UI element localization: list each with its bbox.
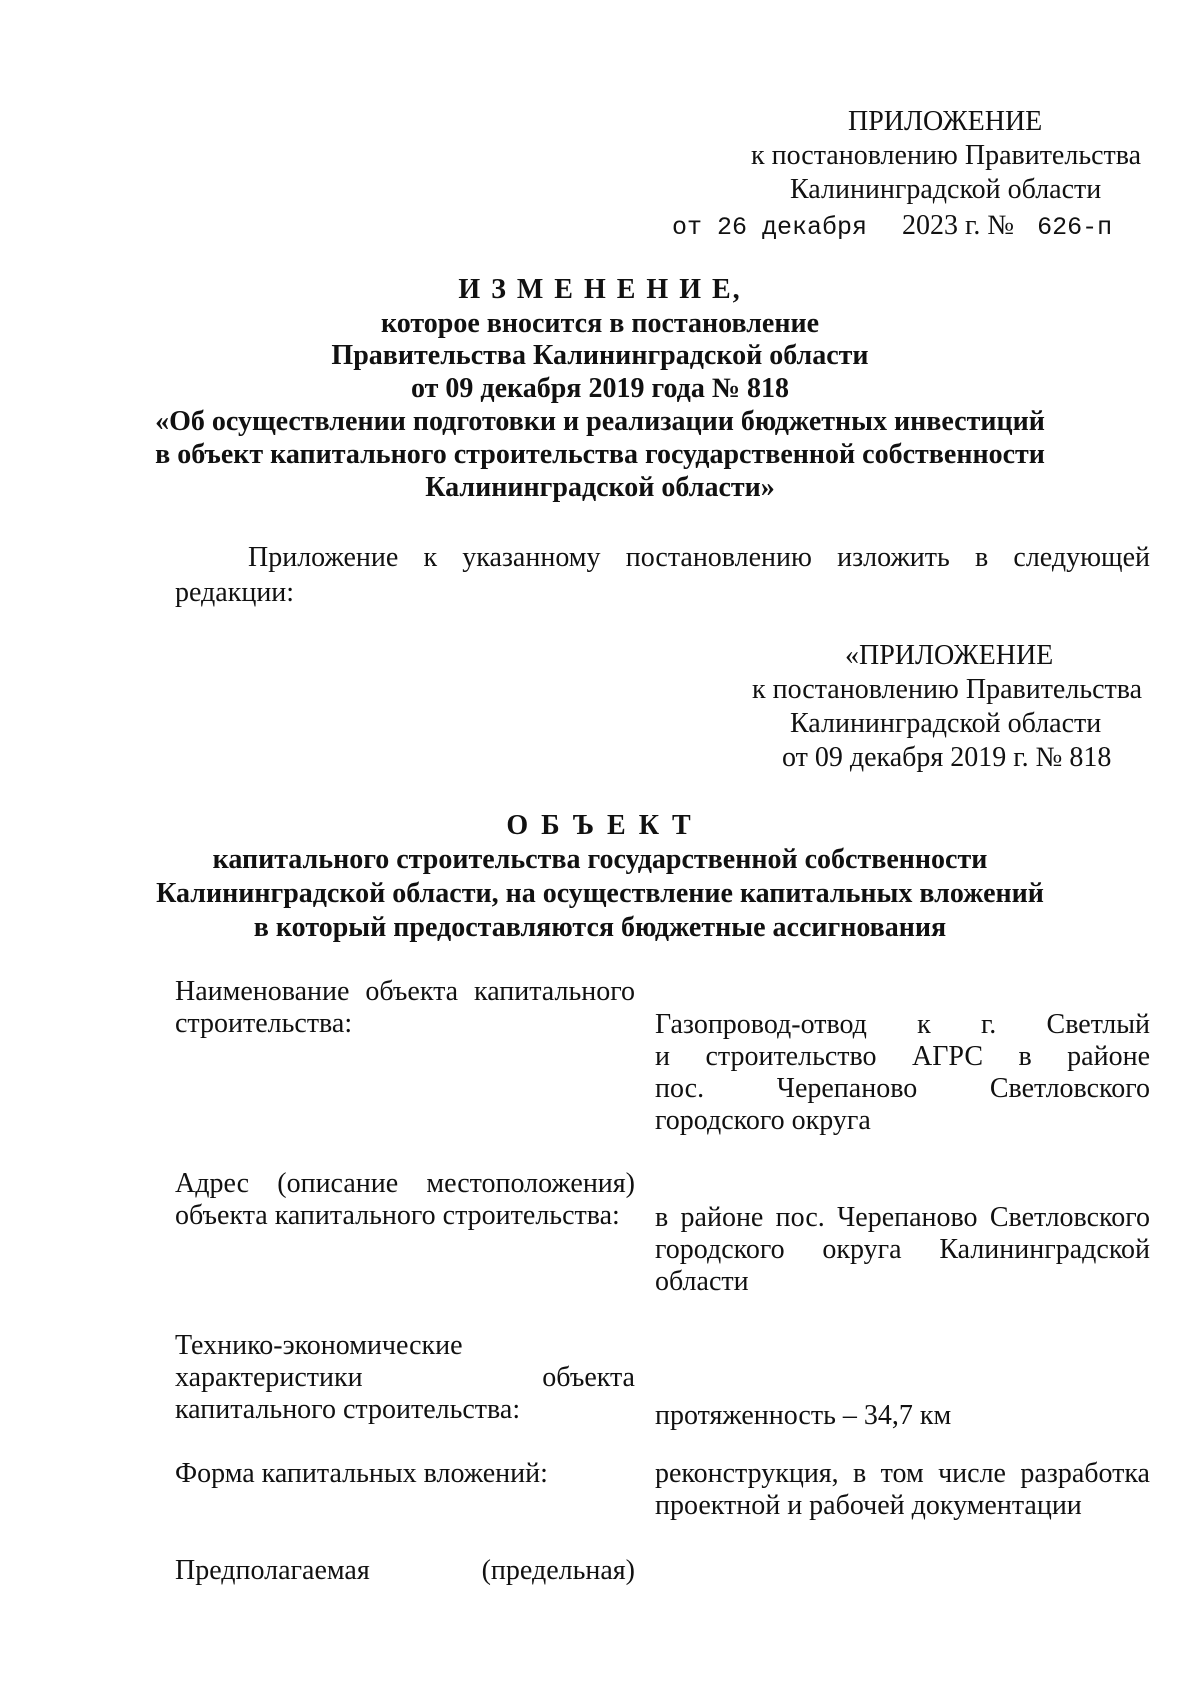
row-2-label-line-1: Адрес (описание местоположения) (175, 1168, 635, 1199)
row-2-value-line-2: городского округа Калининградской (655, 1234, 1150, 1265)
header-date-line (672, 210, 1112, 244)
title-line-2: Правительства Калининградской области (331, 340, 869, 371)
row-1-label-line-1: Наименование объекта капитального (175, 976, 635, 1007)
appendix2-title: «ПРИЛОЖЕНИЕ (845, 640, 1054, 671)
object-title-line-3: в который предоставляются бюджетные ассигнования (253, 912, 947, 943)
row-2-value-line-1: в районе пос. Черепаново Светловского (655, 1202, 1150, 1233)
row-4-label: Форма капитальных вложений: (175, 1458, 548, 1489)
row-1-value-line-3: пос. Черепаново Светловского (655, 1073, 1150, 1104)
intro-line-1: Приложение к указанному постановлению изложить в следующей (248, 542, 1150, 573)
appendix2-line-2: Калининградской области (790, 708, 1102, 739)
row-4-value (655, 1458, 1150, 1522)
header-date-number: 626-п (1037, 213, 1113, 242)
header-date-day-month: 26 декабря (717, 213, 868, 242)
row-2-value (655, 1202, 1150, 1298)
row-3-label-line-1: Технико-экономические (175, 1330, 463, 1361)
row-1-label (175, 976, 635, 1040)
object-title-line-1: капитального строительства государственной собственности (212, 844, 988, 875)
header-appendix: ПРИЛОЖЕНИЕ (848, 106, 1043, 137)
header-date-year: 2023 г. № (902, 210, 1015, 241)
row-3-value: протяженность – 34,7 км (655, 1400, 952, 1431)
row-4-value-line-2: проектной и рабочей документации (655, 1490, 1082, 1521)
row-3-label (175, 1330, 635, 1426)
row-5-label: Предполагаемая (предельная) (175, 1555, 635, 1586)
object-title-line-2: Калининградской области, на осуществление капитальных вложений (156, 878, 1044, 909)
title-line-6: Калининградской области» (425, 472, 775, 503)
appendix2-line-3: от 09 декабря 2019 г. № 818 (782, 742, 1112, 773)
row-2-value-line-3: области (655, 1266, 749, 1297)
appendix2-line-1: к постановлению Правительства (752, 674, 1143, 705)
row-3-label-line-3: капитального строительства: (175, 1394, 521, 1425)
row-3-label-line-2: характеристики объекта (175, 1362, 635, 1393)
row-1-value-line-2: и строительство АГРС в районе (655, 1041, 1150, 1072)
row-1-value-line-4: городского округа (655, 1105, 871, 1136)
row-1-value-line-1: Газопровод-отвод к г. Светлый (655, 1009, 1150, 1040)
row-4-value-line-1: реконструкция, в том числе разработка (655, 1458, 1150, 1489)
object-title-main: О Б Ъ Е К Т (506, 810, 694, 841)
header-line-1: к постановлению Правительства (751, 140, 1142, 171)
title-line-4: «Об осуществлении подготовки и реализации бюджетных инвестиций (155, 406, 1045, 437)
title-line-5: в объект капитального строительства государственной собственности (155, 439, 1045, 470)
title-line-3: от 09 декабря 2019 года № 818 (411, 373, 789, 404)
title-main: И З М Е Н Е Н И Е, (458, 274, 742, 305)
header-date-prefix: от (672, 213, 703, 242)
header-line-2: Калининградской области (790, 174, 1102, 205)
row-1-label-line-2: строительства: (175, 1008, 353, 1039)
row-1-value (655, 1009, 1150, 1137)
intro-line-2: редакции: (175, 577, 295, 608)
row-2-label-line-2: объекта капитального строительства: (175, 1200, 620, 1231)
title-line-1: которое вносится в постановление (380, 308, 820, 339)
row-2-label (175, 1168, 635, 1232)
